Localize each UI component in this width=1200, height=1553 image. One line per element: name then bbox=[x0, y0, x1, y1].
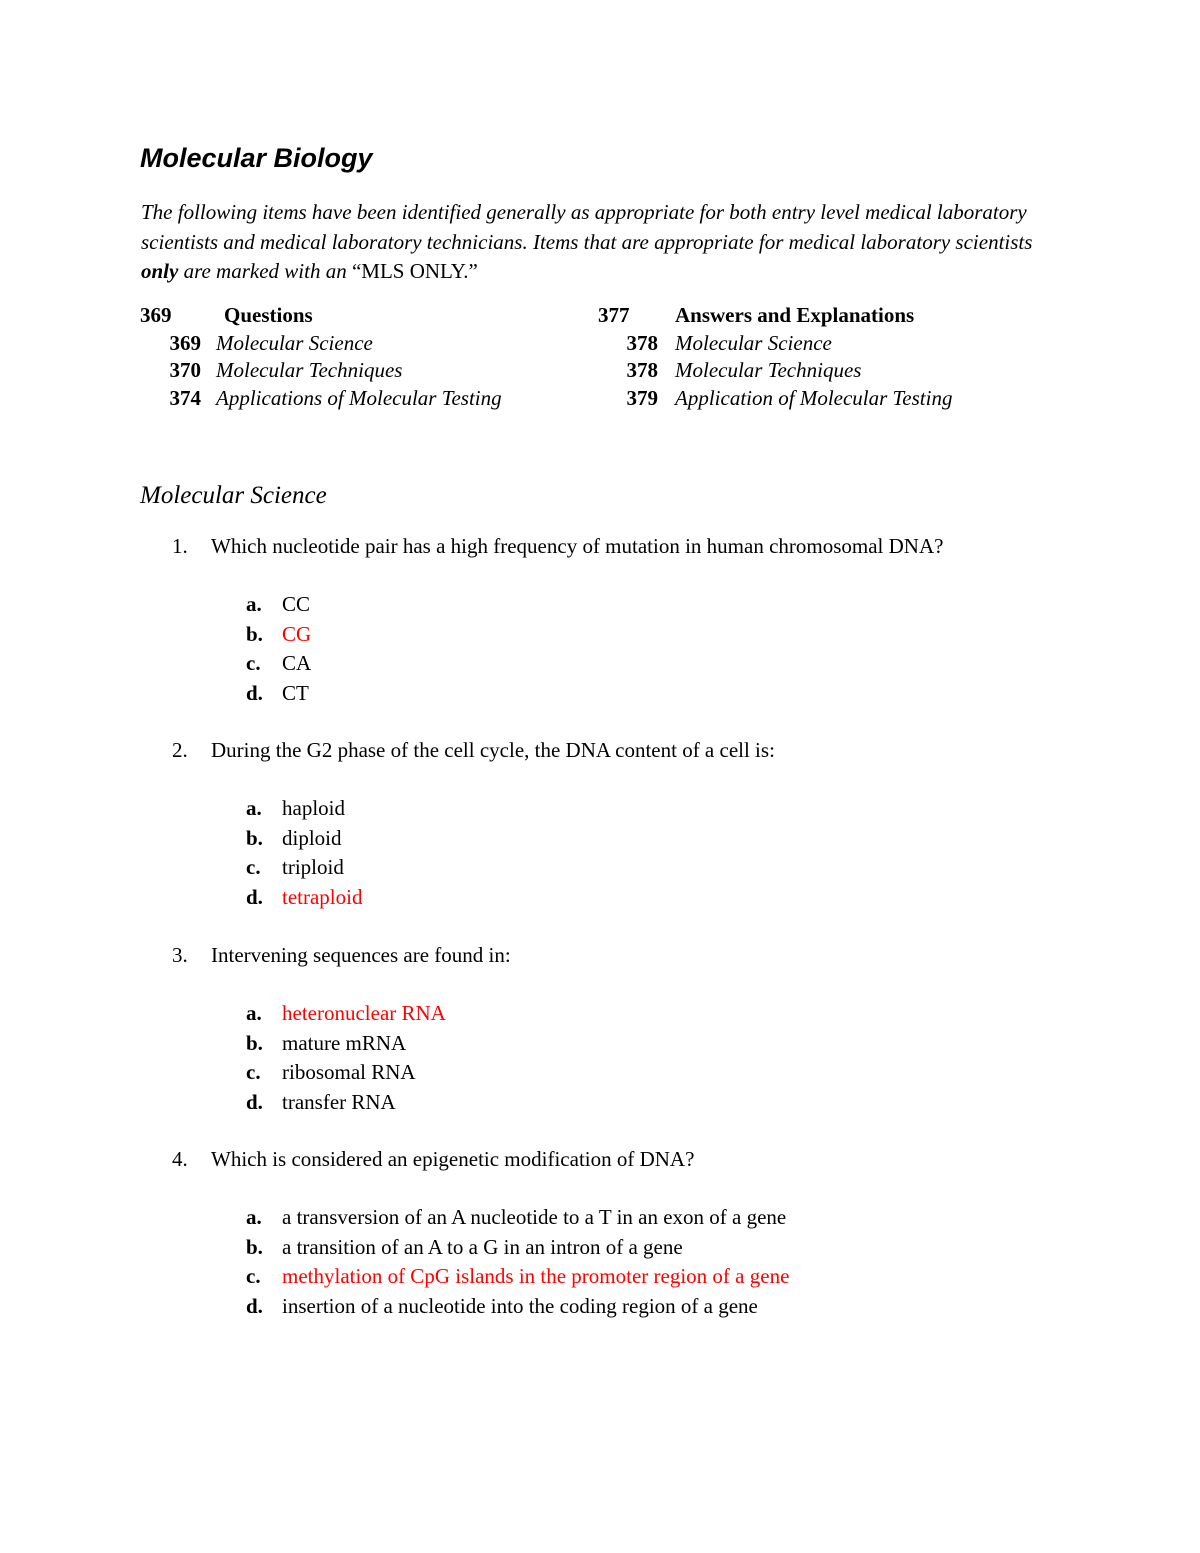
mls-only-tag: “MLS ONLY.” bbox=[351, 259, 478, 283]
question-text: Which nucleotide pair has a high frequency of mutation in human chromosomal DNA? bbox=[211, 534, 944, 558]
toc-entry bbox=[140, 330, 502, 358]
toc-entry bbox=[598, 357, 952, 385]
option-text: haploid bbox=[282, 796, 345, 820]
toc-page-number: 377 bbox=[598, 303, 630, 327]
option-text: diploid bbox=[282, 825, 342, 850]
page-title: Molecular Biology bbox=[140, 143, 373, 173]
toc-questions bbox=[140, 302, 502, 412]
option-letter: b. bbox=[246, 1030, 263, 1055]
question-text: Intervening sequences are found in: bbox=[211, 943, 511, 967]
toc-entry-label: Molecular Science bbox=[216, 330, 373, 355]
question-number: 3. bbox=[172, 943, 188, 967]
option-letter: b. bbox=[246, 1234, 263, 1259]
intro-paragraph bbox=[141, 198, 1071, 287]
intro-text-part1: The following items have been identified generally as appropriate for both entry level medical laboratory scientists and medical laboratory technicians. Items that are appropriate for medical laboratory scientists bbox=[141, 200, 1033, 254]
toc-entry bbox=[140, 385, 502, 413]
toc-entry bbox=[598, 330, 952, 358]
toc-page-number: 378 bbox=[626, 330, 658, 355]
option-text: ribosomal RNA bbox=[282, 1060, 416, 1084]
question-number: 1. bbox=[172, 534, 188, 558]
correct-answer-text: tetraploid bbox=[282, 884, 363, 909]
option-letter: a. bbox=[246, 1205, 262, 1229]
toc-page-number: 374 bbox=[169, 385, 201, 410]
toc-answers bbox=[598, 302, 952, 412]
option-letter: c. bbox=[246, 855, 261, 879]
option-text: mature mRNA bbox=[282, 1030, 407, 1055]
intro-text-part2: are marked with an bbox=[178, 259, 352, 283]
toc-page-number: 378 bbox=[626, 358, 658, 382]
toc-heading-row bbox=[598, 302, 952, 330]
option-text: transfer RNA bbox=[282, 1089, 396, 1114]
toc-entry-label: Molecular Science bbox=[675, 330, 832, 355]
toc-entry-label: Applications of Molecular Testing bbox=[216, 385, 502, 410]
option-text: a transversion of an A nucleotide to a T in an exon of a gene bbox=[282, 1205, 787, 1229]
option-text: insertion of a nucleotide into the coding region of a gene bbox=[282, 1293, 758, 1318]
toc-page-number: 370 bbox=[169, 358, 201, 382]
option-letter: b. bbox=[246, 621, 263, 646]
option-letter: a. bbox=[246, 1001, 262, 1025]
option-letter: c. bbox=[246, 1264, 261, 1288]
option-letter: a. bbox=[246, 592, 262, 616]
question-text: Which is considered an epigenetic modification of DNA? bbox=[211, 1147, 695, 1171]
option-letter: b. bbox=[246, 825, 263, 850]
option-letter: c. bbox=[246, 651, 261, 675]
option-letter: d. bbox=[246, 1089, 263, 1114]
section-title: Molecular Science bbox=[140, 482, 327, 509]
question-number: 4. bbox=[172, 1147, 188, 1171]
question-number: 2. bbox=[172, 738, 188, 762]
intro-emphasis: only bbox=[141, 259, 179, 283]
toc-entry bbox=[598, 385, 952, 413]
question-text: During the G2 phase of the cell cycle, the DNA content of a cell is: bbox=[211, 738, 775, 762]
toc-heading: Questions bbox=[224, 303, 313, 327]
toc-page-number: 369 bbox=[169, 330, 201, 355]
toc-entry-label: Molecular Techniques bbox=[675, 358, 862, 382]
option-letter: d. bbox=[246, 680, 263, 705]
correct-answer-text: heteronuclear RNA bbox=[282, 1001, 446, 1025]
option-letter: d. bbox=[246, 884, 263, 909]
option-letter: a. bbox=[246, 796, 262, 820]
toc-heading-row bbox=[140, 302, 502, 330]
option-text: CA bbox=[282, 651, 312, 675]
toc-heading: Answers and Explanations bbox=[675, 303, 915, 327]
correct-answer-text: CG bbox=[282, 621, 312, 646]
option-letter: c. bbox=[246, 1060, 261, 1084]
option-text: triploid bbox=[282, 855, 344, 879]
toc-entry bbox=[140, 357, 502, 385]
option-text: CT bbox=[282, 680, 309, 705]
correct-answer-text: methylation of CpG islands in the promoter region of a gene bbox=[282, 1264, 790, 1288]
toc-entry-label: Molecular Techniques bbox=[216, 358, 403, 382]
option-text: a transition of an A to a G in an intron of a gene bbox=[282, 1234, 683, 1259]
option-text: CC bbox=[282, 592, 311, 616]
toc-page-number: 369 bbox=[140, 303, 172, 327]
toc-page-number: 379 bbox=[626, 385, 658, 410]
option-letter: d. bbox=[246, 1293, 263, 1318]
toc-entry-label: Application of Molecular Testing bbox=[675, 385, 953, 410]
